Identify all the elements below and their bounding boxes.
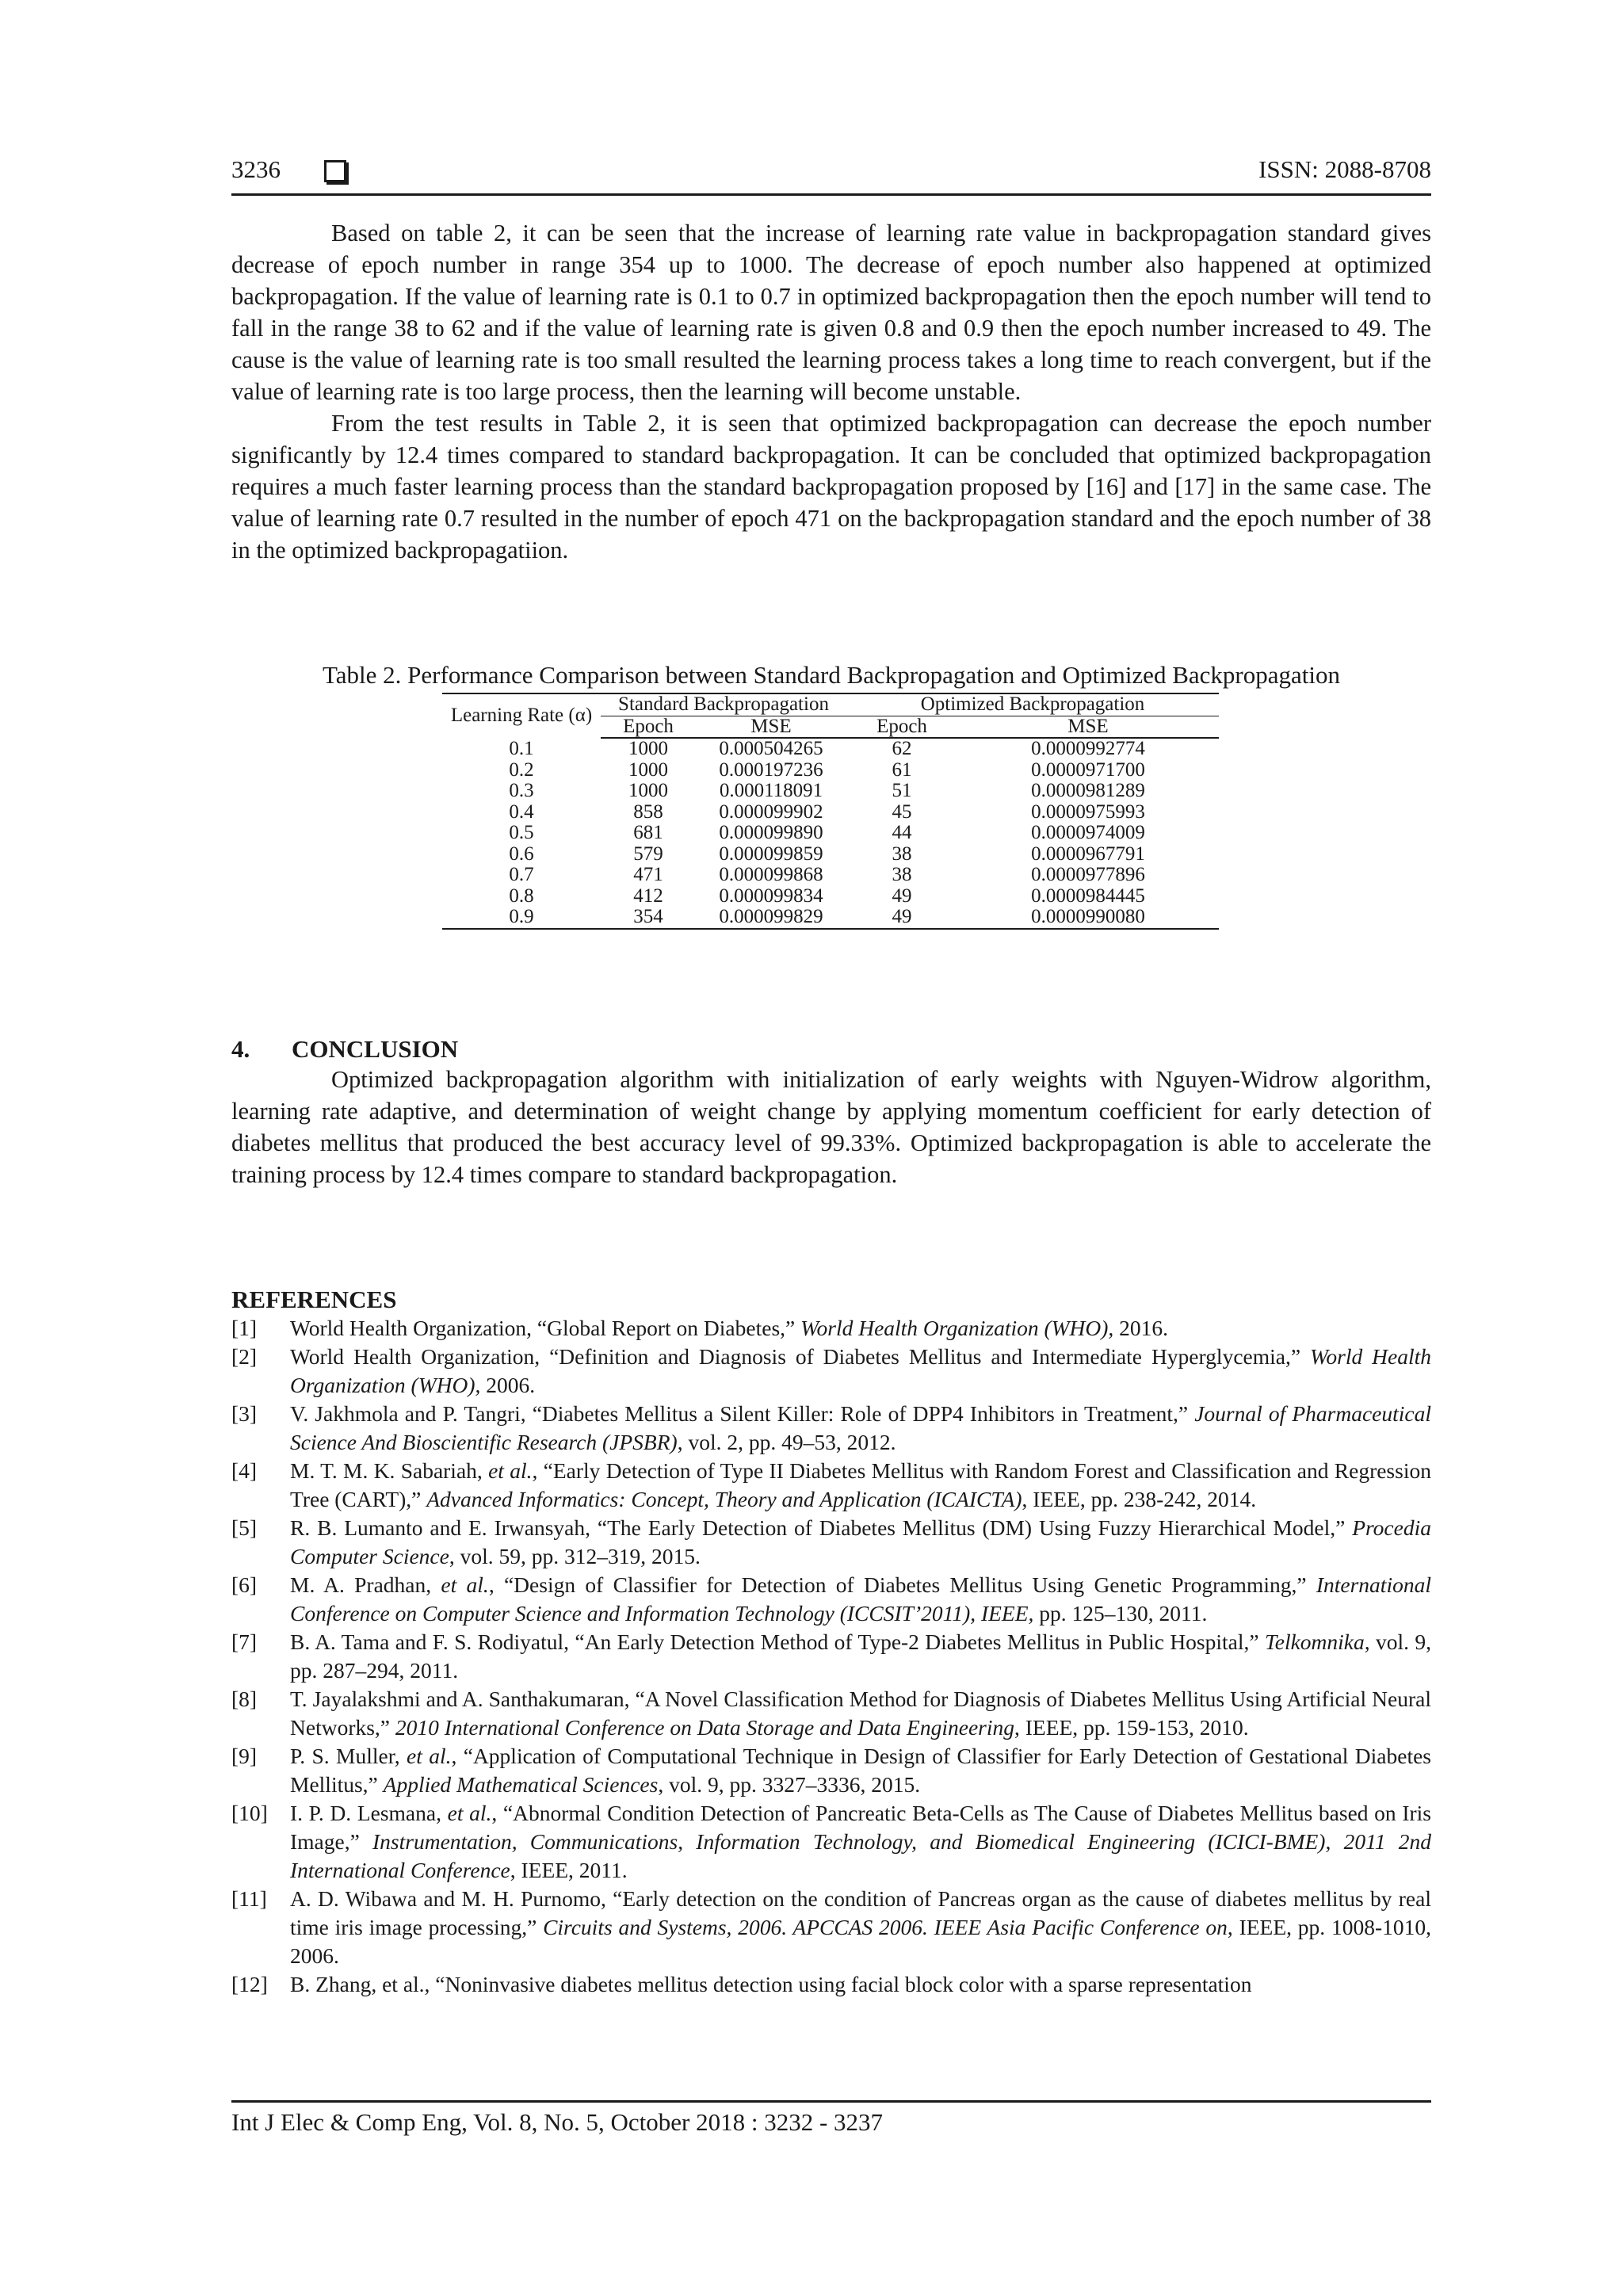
reference-item: [6] M. A. Pradhan, et al., “Design of Classifier for Detection of Diabetes Mellitus Using Genetic Programming,” International Conference on Computer Science and Information Technology (ICCSIT’2011), IEEE, pp. 125–130, 2011. (231, 1572, 1431, 1626)
table-cell: 0.5 (509, 822, 534, 843)
header-rule (231, 193, 1431, 196)
table-cell: 62 (892, 738, 912, 759)
conclusion-text (231, 1064, 1431, 1190)
table-cell: 0.8 (509, 884, 534, 907)
reference-item: [11] A. D. Wibawa and M. H. Purnomo, “Early detection on the condition of Pancreas organ as the cause of diabetes mellitus by real time iris image processing,” Circuits and Systems, 2006. APCCAS 2006. IEEE Asia Pacific Conference on, IEEE, pp. 1008-1010, 2006. (231, 1886, 1431, 1968)
table-cell: 0.000118091 (719, 780, 823, 801)
paragraph: Optimized backpropagation algorithm with initialization of early weights with Nguyen-Widrow algorithm, learning rate adaptive, and determination of weight change by applying momentum coefficient for early detection of diabetes mellitus that produced the best accuracy level of 99.33%. Optimized backpropagation is able to accelerate the training process by 12.4 times compare to standard backpropagation. (231, 1066, 1431, 1188)
table-cell: 44 (892, 822, 912, 843)
paragraph: Based on table 2, it can be seen that the increase of learning rate value in backpropagation standard gives decrease of epoch number in range 354 up to 1000. The decrease of epoch number also happened at optimized backpropagation. If the value of learning rate is 0.1 to 0.7 in optimized backpropagation then the epoch number will tend to fall in the range 38 to 62 and if the value of learning rate is given 0.8 and 0.9 then the epoch number increased to 49. The cause is the value of learning rate is too small resulted the learning process takes a long time to reach convergent, but if the value of learning rate is too large process, then the learning will become unstable. (231, 220, 1431, 405)
table-row (442, 844, 1219, 865)
table-cell: 0.000197236 (719, 758, 823, 781)
table-cell: 0.0000990080 (957, 907, 1219, 929)
page-header (231, 155, 1431, 190)
table-cell: 45 (892, 800, 912, 823)
table-cell: 0.0000992774 (1031, 738, 1145, 759)
table-cell: 0.000099834 (719, 884, 823, 907)
table-row (442, 802, 1219, 823)
reference-list (231, 1314, 1431, 1999)
table-cell: 579 (633, 842, 663, 865)
table-row (442, 886, 1219, 907)
table-cell: 38 (892, 864, 912, 885)
discussion-text (231, 217, 1431, 566)
col-learning-rate: Learning Rate (α) (442, 693, 601, 738)
issn-label: ISSN: 2088-8708 (1258, 155, 1431, 183)
table-cell: 0.0000977896 (1031, 864, 1145, 885)
table-cell: 0.000099859 (719, 842, 823, 865)
table-cell: 1000 (628, 780, 668, 801)
table-cell: 1000 (628, 758, 668, 781)
col-epoch: Epoch (601, 716, 696, 738)
table-cell: 0.0000974009 (1031, 822, 1145, 843)
table-cell: 354 (601, 907, 696, 929)
table-cell: 0.0000967791 (1031, 842, 1145, 865)
table-cell: 412 (633, 884, 663, 907)
table-cell: 0.000099902 (719, 800, 823, 823)
table-cell: 0.000099890 (719, 822, 823, 843)
table-cell: 0.0000975993 (1031, 800, 1145, 823)
table-cell: 0.9 (442, 907, 601, 929)
table-cell: 0.000504265 (719, 738, 823, 759)
table-cell: 0.4 (509, 800, 534, 823)
table-row (442, 738, 1219, 760)
table-cell: 0.7 (509, 864, 534, 885)
table-cell: 1000 (628, 738, 668, 759)
reference-item: [10] I. P. D. Lesmana, et al., “Abnormal Condition Detection of Pancreatic Beta-Cells as The Cause of Diabetes Mellitus based on Iris Image,” Instrumentation, Communications, Information Technology, and Biomedical Engineering (ICICI-BME), 2011 2nd International Conference, IEEE, 2011. (231, 1801, 1431, 1882)
col-mse: MSE (696, 716, 846, 738)
table-cell: 0.2 (509, 758, 534, 781)
table-cell: 0.6 (509, 842, 534, 865)
reference-item: [12] B. Zhang, et al., “Noninvasive diabetes mellitus detection using facial block color with a sparse representation (231, 1972, 1252, 1996)
table-row (442, 865, 1219, 886)
table-cell: 0.0000984445 (1031, 884, 1145, 907)
table-cell: 0.0000971700 (1031, 758, 1145, 781)
journal-footer: Int J Elec & Comp Eng, Vol. 8, No. 5, October 2018 : 3232 - 3237 (231, 2108, 884, 2136)
table-row (442, 823, 1219, 844)
reference-item: [9] P. S. Muller, et al., “Application of Computational Technique in Design of Classifier for Early Detection of Gestational Diabetes Mellitus,” Applied Mathematical Sciences, vol. 9, pp. 3327–3336, 2015. (231, 1744, 1431, 1797)
col-epoch: Epoch (846, 716, 957, 738)
reference-item: [2] World Health Organization, “Definition and Diagnosis of Diabetes Mellitus and Intermediate Hyperglycemia,” World Health Organization (WHO), 2006. (231, 1344, 1431, 1397)
section-heading-conclusion (231, 1035, 458, 1064)
references-heading: REFERENCES (231, 1286, 397, 1313)
reference-item: [1] World Health Organization, “Global Report on Diabetes,” World Health Organization (WHO), 2016. (231, 1316, 1169, 1340)
table-cell: 0.000099829 (696, 907, 846, 929)
reference-item: [3] V. Jakhmola and P. Tangri, “Diabetes Mellitus a Silent Killer: Role of DPP4 Inhibitors in Treatment,” Journal of Pharmaceutical Science And Bioscientific Research (JPSBR), vol. 2, pp. 49–53, 2012. (231, 1401, 1431, 1454)
table-cell: 49 (892, 884, 912, 907)
paragraph: From the test results in Table 2, it is seen that optimized backpropagation can decrease the epoch number significantly by 12.4 times compared to standard backpropagation. It can be concluded that optimized backpropagation requires a much faster learning process than the standard backpropagation proposed by [16] and [17] in the same case. The value of learning rate 0.7 resulted in the number of epoch 471 on the backpropagation standard and the epoch number of 38 in the optimized backpropagatiion. (231, 410, 1431, 563)
group-standard: Standard Backpropagation (601, 693, 846, 716)
table-cell: 681 (633, 822, 663, 843)
table-row (442, 760, 1219, 781)
table-cell: 49 (846, 907, 957, 929)
table-cell: 858 (633, 800, 663, 823)
performance-table (442, 693, 1219, 930)
group-optimized: Optimized Backpropagation (846, 693, 1219, 716)
square-bullet-icon (324, 160, 346, 182)
table-cell: 38 (892, 842, 912, 865)
table-cell: 51 (892, 780, 912, 801)
page-number: 3236 (231, 155, 281, 183)
section-number: 4. (231, 1035, 250, 1063)
col-mse: MSE (957, 716, 1219, 738)
table-cell: 471 (633, 864, 663, 885)
reference-item: [8] T. Jayalakshmi and A. Santhakumaran, “A Novel Classification Method for Diagnosis of Diabetes Mellitus Using Artificial Neural Networks,” 2010 International Conference on Data Storage and Data Engineering, IEEE, pp. 159-153, 2010. (231, 1687, 1431, 1740)
footer-rule (231, 2100, 1431, 2103)
section-title: CONCLUSION (292, 1035, 459, 1063)
reference-item: [5] R. B. Lumanto and E. Irwansyah, “The Early Detection of Diabetes Mellitus (DM) Using Fuzzy Hierarchical Model,” Procedia Computer Science, vol. 59, pp. 312–319, 2015. (231, 1515, 1431, 1568)
table-cell: 0.3 (509, 780, 534, 801)
table-cell: 0.0000981289 (1031, 780, 1145, 801)
table-row (442, 781, 1219, 802)
table-cell: 0.000099868 (719, 864, 823, 885)
table-cell: 61 (892, 758, 912, 781)
table-caption: Table 2. Performance Comparison between Standard Backpropagation and Optimized Backpropagation (323, 661, 1340, 689)
reference-item: [4] M. T. M. K. Sabariah, et al., “Early Detection of Type II Diabetes Mellitus with Random Forest and Classification and Regression Tree (CART),” Advanced Informatics: Concept, Theory and Application (ICAICTA), IEEE, pp. 238-242, 2014. (231, 1458, 1431, 1511)
table-row (442, 907, 1219, 929)
table-cell: 0.1 (509, 737, 534, 759)
reference-item: [7] B. A. Tama and F. S. Rodiyatul, “An Early Detection Method of Type-2 Diabetes Mellitus in Public Hospital,” Telkomnika, vol. 9, pp. 287–294, 2011. (231, 1629, 1432, 1683)
